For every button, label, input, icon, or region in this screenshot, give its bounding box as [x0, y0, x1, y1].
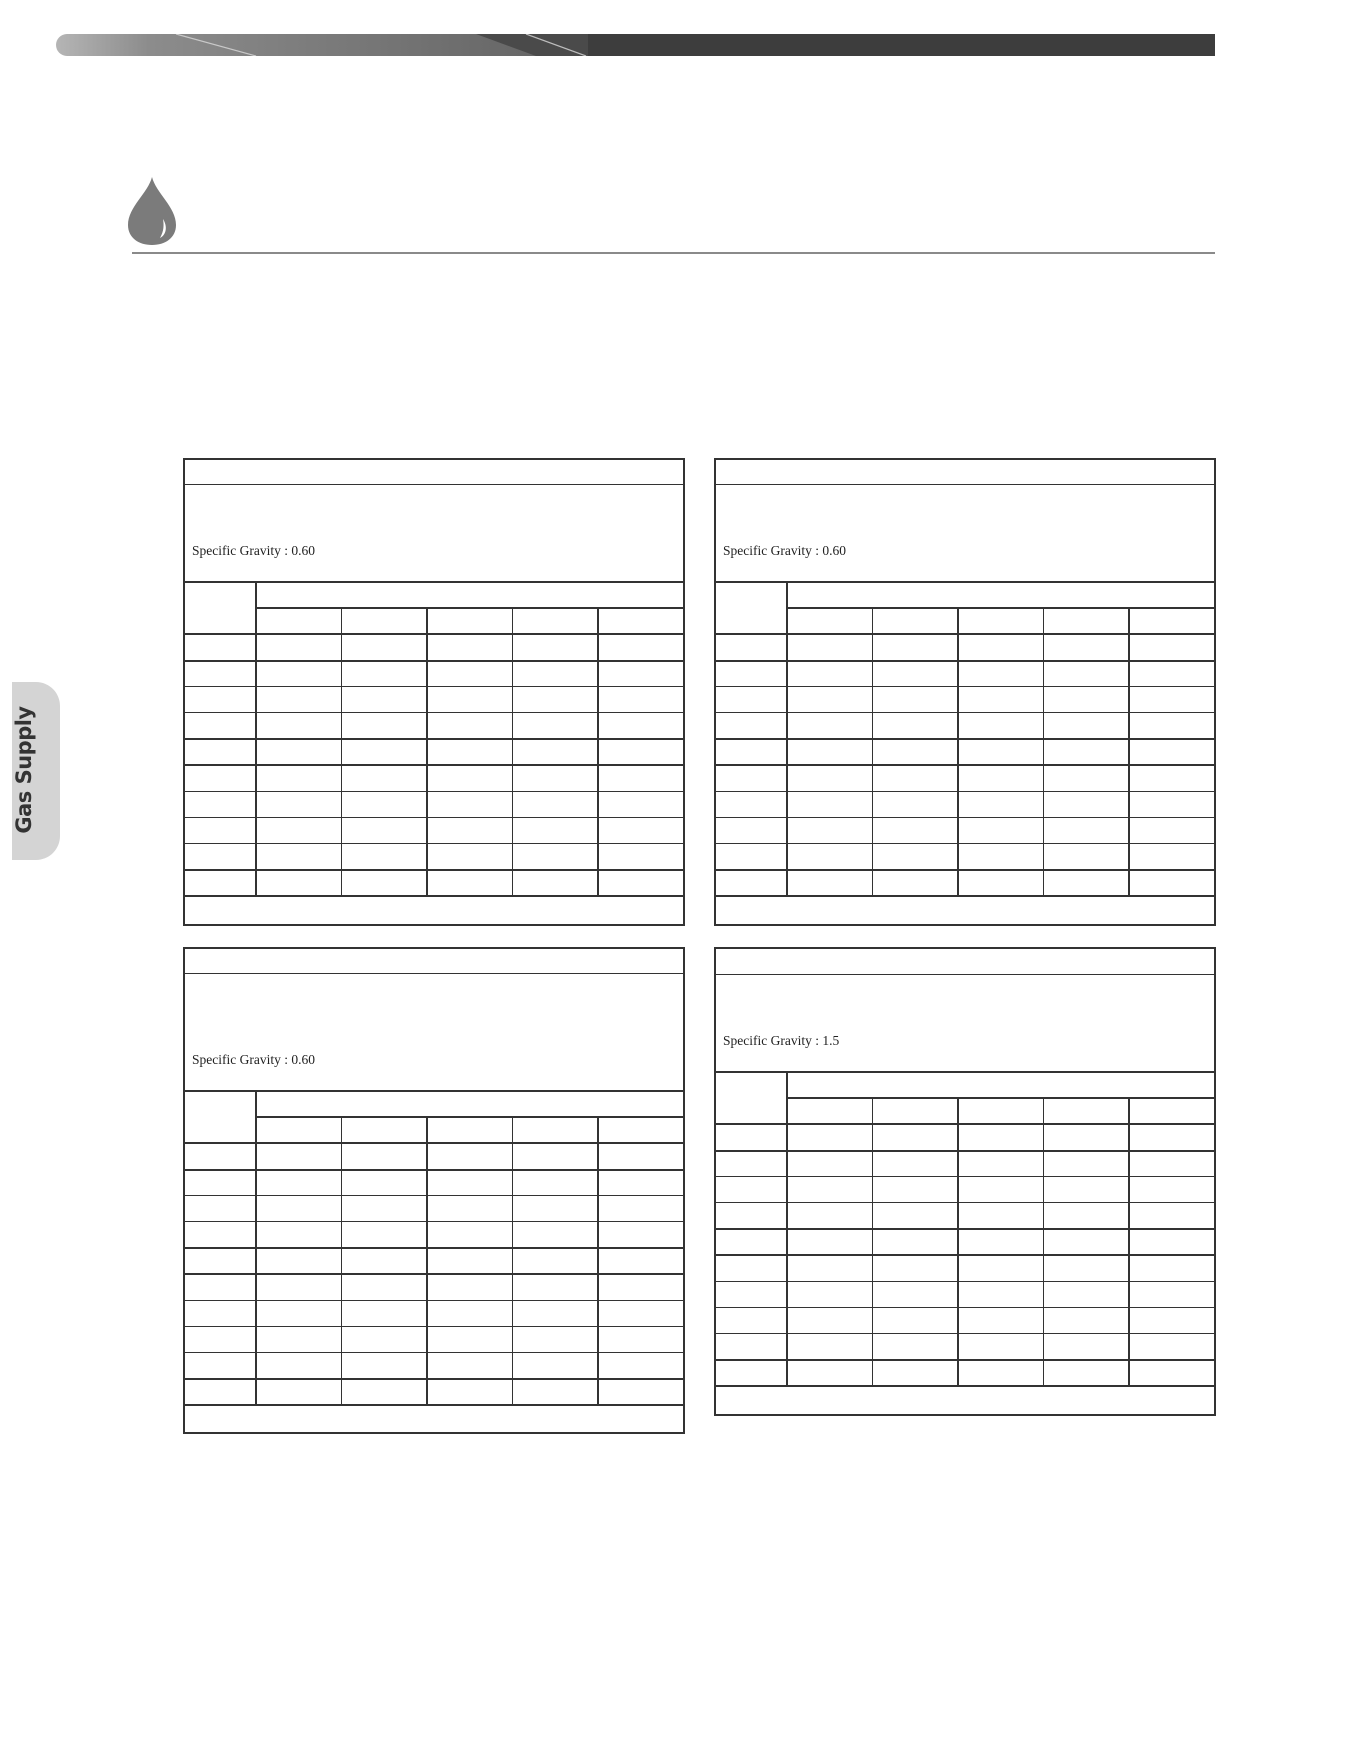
grid-row-line — [716, 686, 1214, 687]
grid-col-line — [341, 607, 342, 895]
table-description-cell — [716, 975, 1214, 1073]
grid-row-line — [185, 1352, 683, 1353]
side-tab-label: Gas Supply — [12, 706, 36, 834]
grid-col-line — [1043, 1097, 1044, 1385]
grid-row-line — [716, 1254, 1214, 1255]
specific-gravity-label: Specific Gravity : 1.5 — [723, 1033, 840, 1048]
gas-sizing-table-3 — [183, 947, 685, 1434]
table-title-cell — [716, 460, 1214, 485]
grid-row-line — [716, 1176, 1214, 1177]
grid-row-line — [716, 1359, 1214, 1360]
grid-col-line — [426, 607, 427, 895]
grid-row-line — [716, 1281, 1214, 1282]
grid-row-line — [716, 1385, 1214, 1386]
grid-row-line — [716, 1150, 1214, 1152]
grid-col-line — [1128, 607, 1129, 895]
grid-row-line — [716, 1123, 1214, 1125]
grid-row-line — [716, 764, 1214, 765]
grid-col-line — [341, 1116, 342, 1404]
grid-col-line — [426, 1116, 427, 1404]
grid-col-line — [872, 607, 873, 895]
gas-sizing-table-2 — [714, 458, 1216, 926]
table-description-cell — [185, 974, 683, 1092]
gas-sizing-table-4 — [714, 947, 1216, 1416]
grid-col-line — [957, 1097, 958, 1385]
water-drop-icon — [126, 175, 178, 247]
specific-gravity-label: Specific Gravity : 0.60 — [192, 543, 315, 558]
grid-col-line — [255, 1090, 257, 1404]
grid-row-line — [716, 1228, 1214, 1229]
grid-col-line — [957, 607, 958, 895]
grid-row-line — [185, 1247, 683, 1248]
grid-row-line — [185, 1378, 683, 1379]
grid-row-line — [716, 895, 1214, 896]
grid-row-line — [185, 1300, 683, 1301]
grid-col-line — [872, 1097, 873, 1385]
grid-row-line — [185, 1195, 683, 1196]
table-title-cell — [716, 949, 1214, 975]
grid-row-line — [786, 607, 1214, 608]
section-divider — [132, 252, 1215, 254]
grid-col-line — [1043, 607, 1044, 895]
grid-col-line — [512, 1116, 513, 1404]
gas-sizing-table-1 — [183, 458, 685, 926]
grid-row-line — [716, 843, 1214, 844]
specific-gravity-label: Specific Gravity : 0.60 — [723, 543, 846, 558]
grid-col-line — [786, 581, 788, 895]
grid-row-line — [185, 1404, 683, 1405]
grid-row-line — [185, 633, 683, 635]
grid-row-line — [716, 1202, 1214, 1203]
grid-col-line — [597, 1116, 598, 1404]
grid-row-line — [185, 817, 683, 818]
grid-row-line — [185, 791, 683, 792]
grid-row-line — [716, 1333, 1214, 1334]
grid-row-line — [716, 660, 1214, 662]
grid-row-line — [716, 712, 1214, 713]
grid-row-line — [185, 738, 683, 739]
table-title-cell — [185, 949, 683, 974]
grid-row-line — [185, 869, 683, 870]
table-description-cell — [716, 485, 1214, 583]
grid-row-line — [716, 1307, 1214, 1308]
grid-row-line — [185, 660, 683, 662]
grid-row-line — [185, 895, 683, 896]
grid-row-line — [716, 738, 1214, 739]
grid-row-line — [185, 1169, 683, 1171]
grid-row-line — [185, 712, 683, 713]
grid-row-line — [185, 843, 683, 844]
grid-row-line — [185, 1142, 683, 1144]
grid-col-line — [786, 1071, 788, 1385]
grid-col-line — [512, 607, 513, 895]
grid-row-line — [185, 1221, 683, 1222]
grid-row-line — [185, 1273, 683, 1274]
grid-row-line — [185, 686, 683, 687]
header-decorative-bar — [56, 34, 1215, 56]
specific-gravity-label: Specific Gravity : 0.60 — [192, 1052, 315, 1067]
grid-row-line — [716, 817, 1214, 818]
grid-row-line — [716, 869, 1214, 870]
grid-col-line — [255, 581, 257, 895]
grid-row-line — [185, 1326, 683, 1327]
table-title-cell — [185, 460, 683, 485]
grid-col-line — [597, 607, 598, 895]
grid-row-line — [716, 791, 1214, 792]
grid-row-line — [185, 764, 683, 765]
grid-row-line — [786, 1097, 1214, 1098]
grid-row-line — [255, 607, 683, 608]
grid-col-line — [1128, 1097, 1129, 1385]
grid-row-line — [255, 1116, 683, 1117]
grid-row-line — [716, 633, 1214, 635]
table-description-cell — [185, 485, 683, 583]
